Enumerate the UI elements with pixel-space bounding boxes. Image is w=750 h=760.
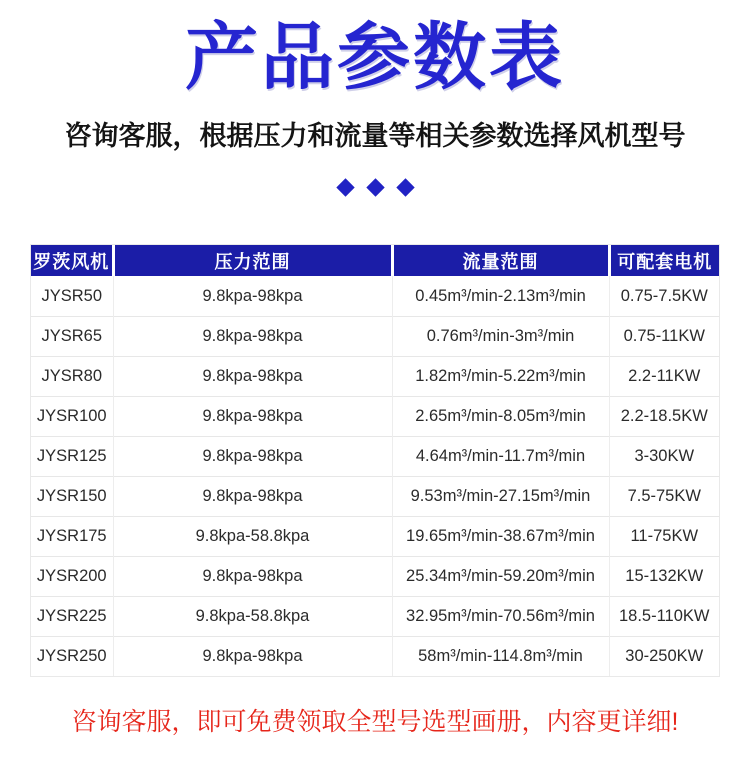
table-cell: 25.34m³/min-59.20m³/min [392, 556, 609, 596]
table-cell: JYSR200 [31, 556, 113, 596]
table-cell: JYSR80 [31, 356, 113, 396]
table-cell: 9.8kpa-98kpa [113, 316, 392, 356]
table-cell: JYSR250 [31, 636, 113, 676]
table-cell: 9.8kpa-58.8kpa [113, 596, 392, 636]
table-cell: 18.5-110KW [609, 596, 719, 636]
column-header: 压力范围 [113, 245, 392, 276]
table-cell: 0.45m³/min-2.13m³/min [392, 276, 609, 316]
table-row [31, 436, 719, 476]
table-cell: 9.53m³/min-27.15m³/min [392, 476, 609, 516]
page-title: 产品参数表 [185, 17, 565, 98]
table-cell: 58m³/min-114.8m³/min [392, 636, 609, 676]
table-cell: 2.2-11KW [609, 356, 719, 396]
table-row [31, 636, 719, 676]
table-cell: 1.82m³/min-5.22m³/min [392, 356, 609, 396]
table-cell: 9.8kpa-98kpa [113, 556, 392, 596]
footer-note: 咨询客服，即可免费领取全型号选型画册，内容更详细! [71, 708, 679, 737]
table-body [31, 276, 719, 676]
diamond-icon [336, 178, 354, 196]
diamond-icon [366, 178, 384, 196]
table-cell: JYSR65 [31, 316, 113, 356]
parameter-table-wrap [30, 244, 720, 677]
table-header-row [31, 245, 719, 276]
table-cell: JYSR175 [31, 516, 113, 556]
table-cell: 0.76m³/min-3m³/min [392, 316, 609, 356]
column-header: 流量范围 [392, 245, 609, 276]
table-cell: 0.75-7.5KW [609, 276, 719, 316]
table-cell: 9.8kpa-98kpa [113, 476, 392, 516]
parameter-table [31, 245, 719, 676]
table-cell: 15-132KW [609, 556, 719, 596]
table-cell: JYSR50 [41, 286, 103, 305]
table-cell: 2.2-18.5KW [609, 396, 719, 436]
table-row [31, 356, 719, 396]
table-cell: JYSR150 [31, 476, 113, 516]
column-header: 罗茨风机 [31, 245, 113, 276]
column-header: 可配套电机 [609, 245, 719, 276]
table-row [31, 396, 719, 436]
diamond-row [0, 177, 750, 197]
table-row [31, 516, 719, 556]
table-cell: 9.8kpa-98kpa [113, 276, 392, 316]
table-row [31, 276, 719, 316]
table-row [31, 476, 719, 516]
table-cell: 9.8kpa-98kpa [113, 356, 392, 396]
table-cell: 4.64m³/min-11.7m³/min [392, 436, 609, 476]
table-cell: 7.5-75KW [609, 476, 719, 516]
diamond-icon [396, 178, 414, 196]
table-cell: 3-30KW [609, 436, 719, 476]
table-cell: JYSR225 [31, 596, 113, 636]
table-cell: 2.65m³/min-8.05m³/min [392, 396, 609, 436]
table-row [31, 596, 719, 636]
table-cell: 0.75-11KW [609, 316, 719, 356]
table-cell: 9.8kpa-98kpa [113, 436, 392, 476]
table-row [31, 316, 719, 356]
table-cell: 9.8kpa-98kpa [113, 636, 392, 676]
table-cell: 9.8kpa-98kpa [113, 396, 392, 436]
table-cell: 30-250KW [609, 636, 719, 676]
table-cell: 11-75KW [609, 516, 719, 556]
table-row [31, 556, 719, 596]
table-cell: JYSR100 [31, 396, 113, 436]
table-cell: JYSR125 [31, 436, 113, 476]
table-cell: 19.65m³/min-38.67m³/min [392, 516, 609, 556]
page-subtitle: 咨询客服，根据压力和流量等相关参数选择风机型号 [64, 121, 686, 152]
table-cell: 32.95m³/min-70.56m³/min [392, 596, 609, 636]
table-cell: 9.8kpa-58.8kpa [113, 516, 392, 556]
